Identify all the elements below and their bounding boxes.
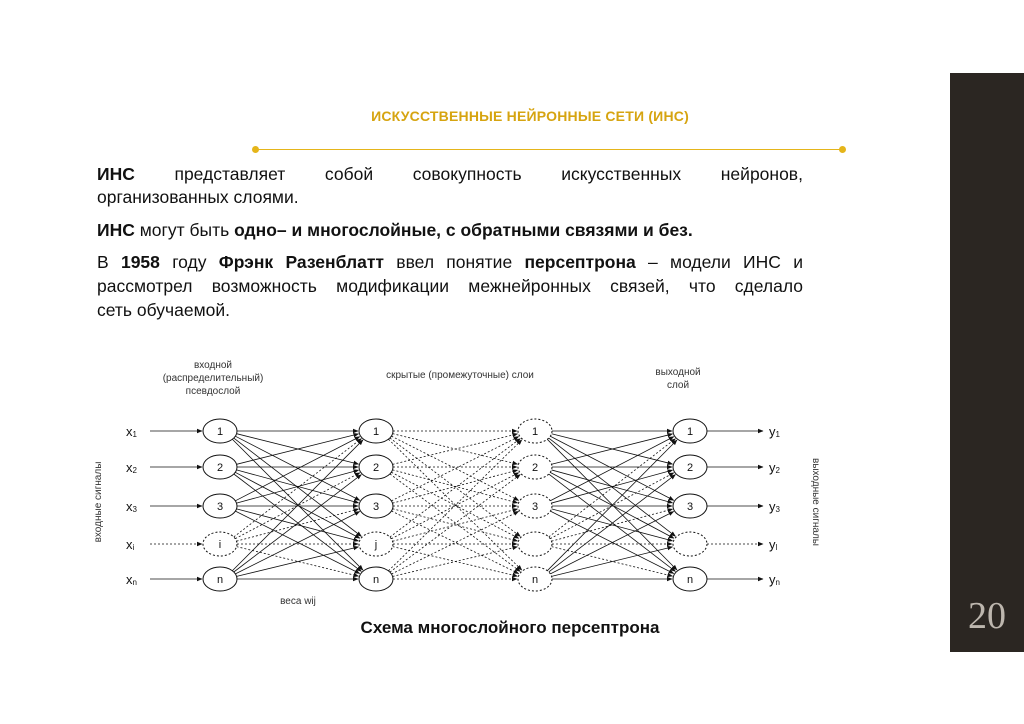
connection-line [390,438,520,537]
neuron-label: 3 [372,501,380,513]
text-bold: Фрэнк Разенблатт [218,252,384,272]
input-layer-label-3: псевдослой [185,386,241,397]
neuron-label: 1 [216,426,224,438]
page-number: 20 [968,595,1006,637]
neuron-label: 3 [216,501,224,513]
text: могут быть [134,220,235,240]
input-signal-label: x2 [126,460,137,475]
text: – модели ИНС и [635,252,803,272]
neuron-label: j [374,539,378,551]
paragraph-1-line-2: организованных слоями. [97,187,299,207]
connection-line [549,474,676,571]
diagram-caption: Схема многослойного персептрона [360,618,660,637]
neuron-label: 2 [686,462,694,474]
output-signal-label: yn [769,572,780,587]
connection-line [234,438,362,536]
text-bold: персептрона [524,252,636,272]
connection-line [549,438,676,536]
neuron-label: n [372,574,380,586]
paragraph-3-line-2: рассмотрел возможность модификации межнейронных связей, что сделало [97,276,803,296]
text-bold: ИНС [97,220,135,240]
word: собой [324,164,374,184]
output-signal-label: y2 [769,460,780,475]
input-signals-label: входные сигналы [93,461,104,543]
output-layer-label-2: слой [666,380,690,391]
neuron-label: 1 [686,426,694,438]
neuron-label: 3 [531,501,539,513]
word: представляет [174,164,286,184]
word: совокупность [412,164,522,184]
neuron-node [673,532,707,556]
text-bold: одно– и многослойные, с обратными связями и без. [234,220,693,240]
text: году [159,252,219,272]
input-layer-label-1: входной [193,360,233,371]
word: искусственных [561,164,682,184]
connection-line [549,439,676,537]
input-signal-label: x3 [126,499,137,514]
neuron-label: 2 [216,462,224,474]
output-signal-label: yl [769,537,778,552]
connection-line [237,509,359,541]
connection-line [547,440,677,571]
output-signals-label: выходные сигналы [810,458,821,546]
connection-line [390,474,520,572]
output-signal-label: y3 [769,499,780,514]
text: ввел понятие [383,252,525,272]
neuron-label: n [216,574,224,586]
text-bold: 1958 [120,252,160,272]
input-signal-label: xi [126,537,135,552]
connection-line [234,475,362,572]
hidden-layers-label: скрытые (промежуточные) слои [386,370,534,381]
connection-line [237,547,359,577]
word: ИНС [97,164,135,184]
output-signal-label: y1 [769,424,780,439]
neuron-label: n [686,574,694,586]
connection-line [234,474,362,571]
connection-line [552,509,673,541]
word: нейронов, [720,164,803,184]
neuron-label: 2 [531,462,539,474]
neuron-node [518,532,552,556]
input-signal-label: xn [126,572,137,587]
connection-line [549,475,676,572]
neuron-label: i [218,539,222,551]
neuron-label: n [531,574,539,586]
neuron-label: 1 [531,426,539,438]
connection-line [232,440,363,571]
neuron-label: 3 [686,501,694,513]
connection-line [388,440,521,571]
input-layer-label-2: (распределительный) [162,373,264,384]
output-layer-label-1: выходной [655,367,701,378]
weights-label: веса wij [280,596,316,607]
neuron-label: 2 [372,462,380,474]
input-signal-label: x1 [126,424,137,439]
neuron-label: 1 [372,426,380,438]
text: В [97,252,121,272]
slide-title: ИСКУССТВЕННЫЕ НЕЙРОННЫЕ СЕТИ (ИНС) [371,108,689,124]
paragraph-3-line-3: сеть обучаемой. [97,300,231,320]
